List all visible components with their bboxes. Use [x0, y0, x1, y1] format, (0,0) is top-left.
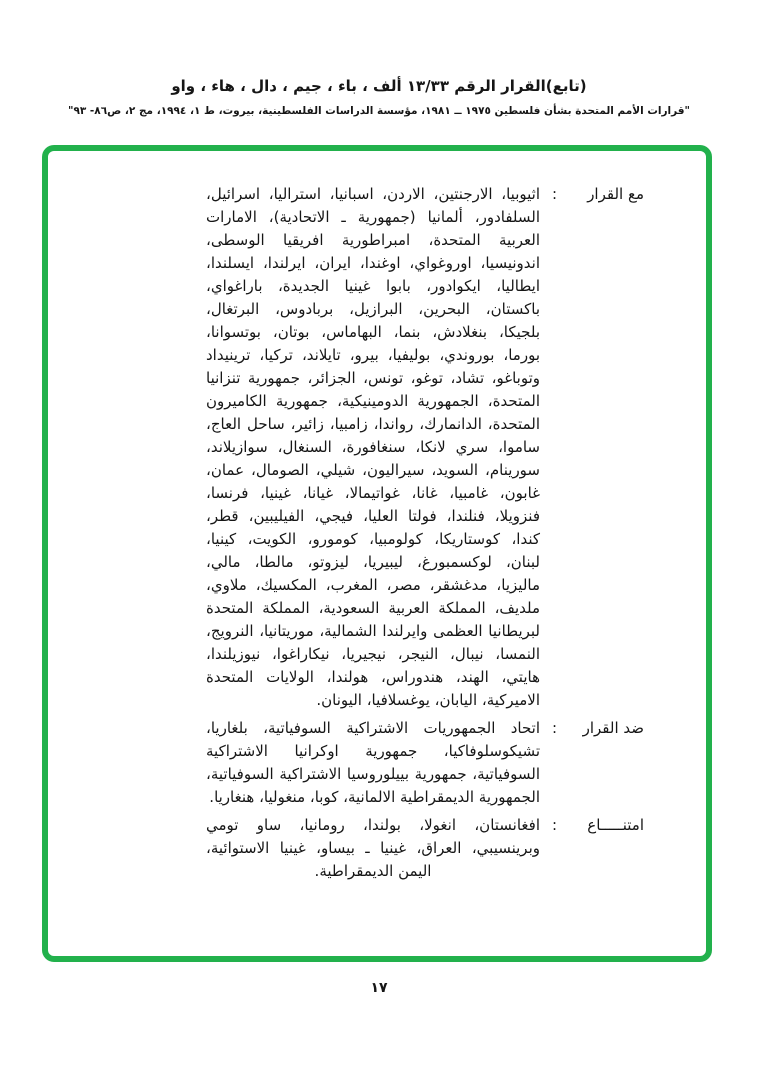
- source-citation: "قرارات الأمم المتحدة بشأن فلسطين ١٩٧٥ ــ ١٩٨١، مؤسسة الدراسات الفلسطينية، بيروت، ط ١، ١٩٩٤، مج ٢، ص٨٦- ٩٣": [67, 105, 691, 117]
- vote-abstain-section: [206, 814, 644, 883]
- page-header: [0, 76, 758, 118]
- vote-with-section: [206, 183, 644, 712]
- vote-abstain-countries: افغانستان، انغولا، بولندا، رومانيا، ساو تومي وبرينسيبي، العراق، غينيا ـ بيساو، غينيا الاستوائية، اليمن الديمقراطية.: [206, 816, 540, 880]
- vote-against-section: [206, 717, 644, 809]
- label-colon: :: [552, 816, 558, 834]
- section-label: [552, 183, 644, 712]
- content-border-box: [42, 145, 712, 962]
- label-colon: :: [552, 719, 558, 737]
- vote-with-countries: اثيوبيا، الارجنتين، الاردن، اسبانيا، استراليا، اسرائيل، السلفادور، ألمانيا (جمهورية ـ الاتحادية)، الامارات العربية المتحدة، امبراطورية افريقيا الوسطى، اندونيسيا، اوروغواي، اوغندا، ايران، ايرلندا، ايسلندا، ايطاليا، ايكوادور، بابوا غينيا الجديدة، باراغواي، باكستان، البحرين، البرازيل، بربادوس، البرتغال، بلجيكا، بنغلادش، بنما، البهاماس، بوتان، بوتسوانا، بورما، بوروندي، بوليفيا، بيرو، تايلاند، تركيا، ترينيداد وتوباغو، تشاد، توغو، تونس، الجزائر، جمهورية تنزانيا المتحدة، الجمهورية الدومينيكية، جمهورية الكاميرون المتحدة، الدانمارك، رواندا، زامبيا، زائير، ساحل العاج، ساموا، سري لانكا، سنغافورة، السنغال، سوازيلاند، سورينام، السويد، سيراليون، شيلي، الصومال، عمان، غابون، غامبيا، غانا، غواتيمالا، غيانا، غينيا، فرنسا، فنزويلا، فنلندا، فولتا العليا، فيجي، الفيليبين، قطر، كندا، كوستاريكا، كولومبيا، كومورو، الكويت، كينيا، لبنان، لوكسمبورغ، ليبيريا، ليزوتو، مالطا، مالي، ماليزيا، مدغشقر، مصر، المغرب، المكسيك، ملاوي، ملديف، المملكة العربية السعودية، المملكة المتحدة لبريطانيا العظمى وايرلندا الشمالية، موريتانيا، النرويج، النمسا، نيبال، النيجر، نيجيريا، نيكاراغوا، نيوزيلندا، هايتي، الهند، هندوراس، هولندا، الولايات المتحدة الاميركية، اليابان، يوغسلافيا، اليونان.: [206, 185, 540, 709]
- vote-abstain-label: امتنـــــاع: [587, 816, 644, 834]
- section-label: [552, 717, 644, 809]
- vote-with-label: مع القرار: [587, 185, 644, 203]
- vote-against-countries: اتحاد الجمهوريات الاشتراكية السوفياتية، بلغاريا، تشيكوسلوفاكيا، جمهورية اوكرانيا الاشتراكية السوفياتية، جمهورية بييلوروسيا الاشتراكية السوفياتية، الجمهورية الديمقراطية الالمانية، كوبا، منغوليا، هنغاريا.: [206, 719, 540, 806]
- page-number: ١٧: [370, 980, 388, 996]
- vote-against-label: ضد القرار: [582, 719, 644, 737]
- resolution-title: (تابع)القرار الرقم ١٣/٣٣ ألف ، باء ، جيم ، دال ، هاء ، واو: [171, 77, 587, 95]
- label-colon: :: [552, 185, 558, 203]
- section-label: [552, 814, 644, 883]
